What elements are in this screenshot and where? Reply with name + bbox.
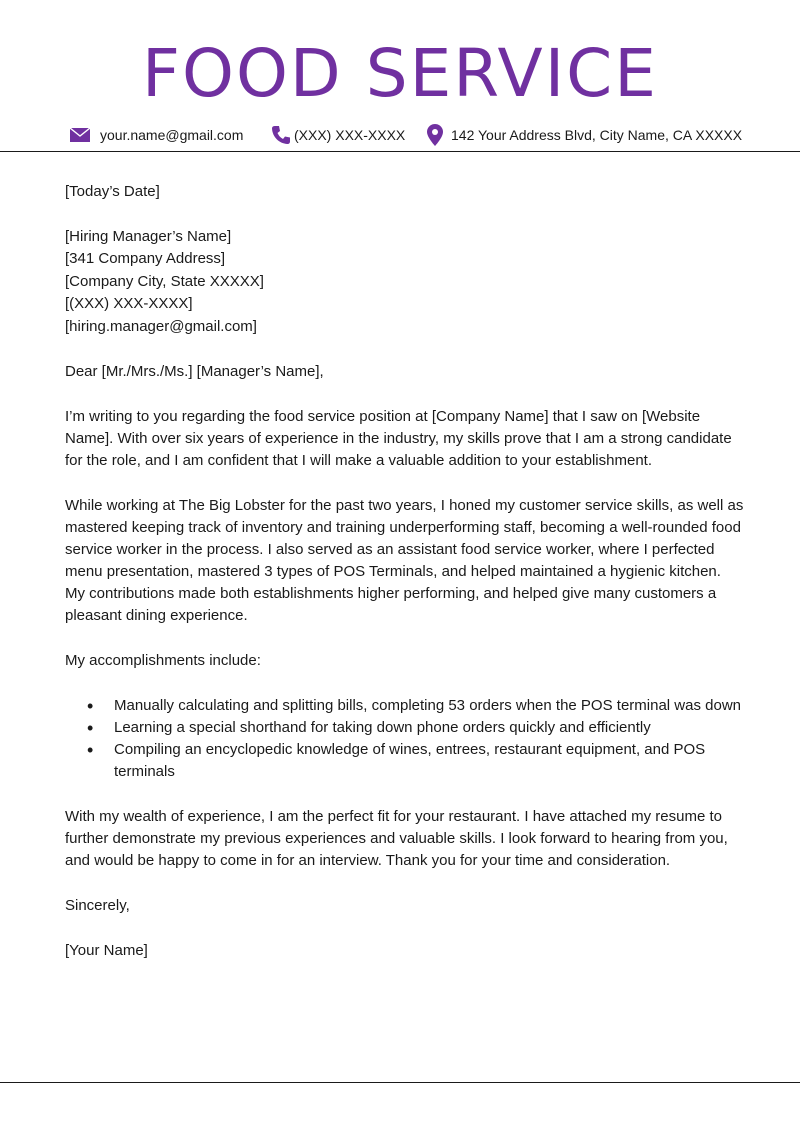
paragraph-intro: I’m writing to you regarding the food service position at [Company Name] that I saw on [Website Name]. With over six years of experience in the industry, my skills prove that I am a strong candidate for the role, and I am confident that I will make a valuable addition to your establishment. <box>65 407 732 469</box>
envelope-icon <box>70 128 90 142</box>
recipient-name: [Hiring Manager’s Name] <box>65 228 232 245</box>
list-item: • Manually calculating and splitting bills, completing 53 orders when the POS terminal was down <box>65 695 745 717</box>
accomplishments-list <box>65 695 745 783</box>
recipient-phone: [(XXX) XXX-XXXX] <box>65 295 193 313</box>
map-pin-icon <box>427 124 443 146</box>
address-text: 142 Your Address Blvd, City Name, CA XXXXX <box>451 127 743 143</box>
letter-body <box>65 181 745 962</box>
contact-phone <box>271 121 405 149</box>
closing: Sincerely, <box>65 896 130 914</box>
signature: [Your Name] <box>65 941 148 959</box>
letter-date: [Today’s Date] <box>65 183 160 200</box>
salutation: Dear [Mr./Mrs./Ms.] [Manager’s Name], <box>65 362 324 380</box>
paragraph-closing: With my wealth of experience, I am the perfect fit for your restaurant. I have attached my resume to further demonstrate my previous experiences and valuable skills. I look forward to hearing from you, and would be happy to come in for an interview. Thank you for your time and consideration. <box>65 807 728 869</box>
paragraph-experience: While working at The Big Lobster for the past two years, I honed my customer service skills, as well as mastered keeping track of inventory and training underperforming staff, becoming a well-rounded food service worker in the process. I also served as an assistant food service worker, where I perfected menu presentation, mastered 3 types of POS Terminals, and helped maintained a hygienic kitchen. My contributions made both establishments higher performing, and helped give many customers a pleasant dining experience. <box>65 496 744 624</box>
phone-text: (XXX) XXX-XXXX <box>294 127 406 143</box>
document-title: FOOD SERVICE <box>142 35 658 112</box>
contact-address <box>427 121 742 149</box>
recipient-address: [341 Company Address] <box>65 250 226 268</box>
footer-divider <box>0 1082 800 1083</box>
list-item: • Compiling an encyclopedic knowledge of wines, entrees, restaurant equipment, and POS terminals <box>65 739 745 783</box>
email-text: your.name@gmail.com <box>100 127 244 143</box>
contact-bar <box>0 121 800 149</box>
recipient-block <box>65 226 745 338</box>
contact-email <box>70 121 243 149</box>
header-divider <box>0 151 800 152</box>
list-item: • Learning a special shorthand for taking down phone orders quickly and efficiently <box>65 717 745 739</box>
recipient-email: [hiring.manager@gmail.com] <box>65 317 257 335</box>
recipient-city: [Company City, State XXXXX] <box>65 272 264 290</box>
accomplishments-intro: My accomplishments include: <box>65 651 261 669</box>
phone-icon <box>271 125 291 145</box>
